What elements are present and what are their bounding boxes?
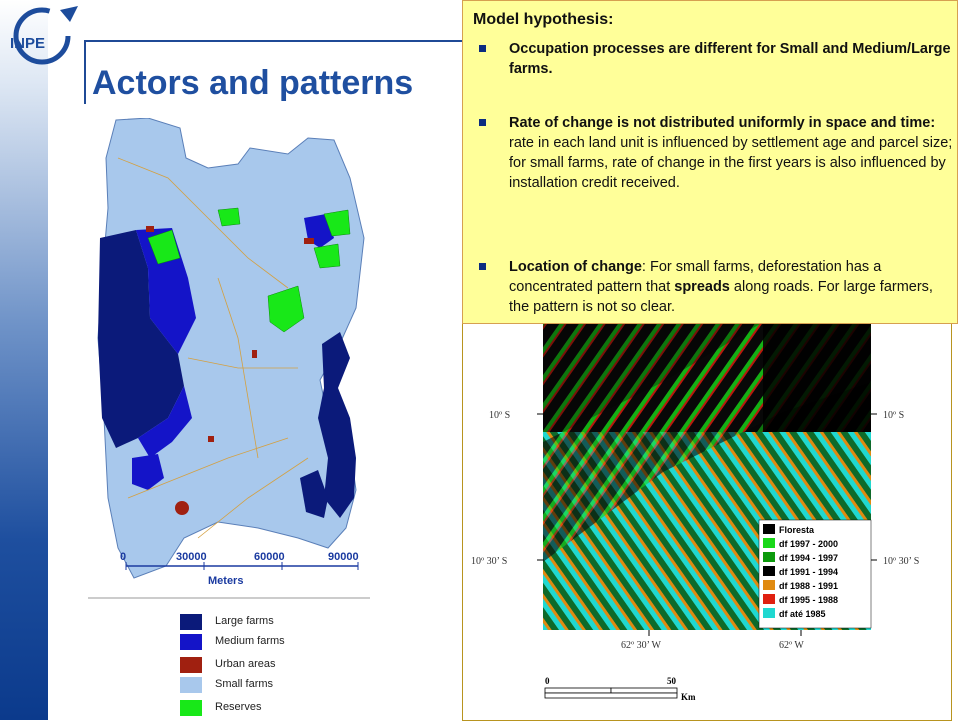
bullet-text-part: Rate of change is not distributed uniformly in space and time: (509, 115, 936, 131)
deforestation-legend (759, 520, 871, 628)
bullet-text-part: along roads. For large farmers, the pattern is not so clear. (509, 279, 933, 315)
def-legend-4: df 1988 - 1991 (779, 581, 839, 591)
def-legend-6: df até 1985 (779, 609, 826, 619)
lat-label-left-1030s: 10º 30’ S (471, 556, 508, 567)
bullet-text-part: Location of change (509, 259, 642, 275)
urban-1 (146, 226, 154, 232)
deforestation-map-frame (462, 322, 952, 721)
urban-5 (175, 501, 189, 515)
km-scale-bar (545, 676, 696, 702)
legend-item-small-farms (180, 675, 320, 695)
urban-4 (208, 436, 214, 442)
deforestation-map (463, 322, 951, 720)
legend-label: Large farms (215, 615, 274, 627)
bullet-square-icon (479, 119, 486, 126)
legend-item-reserves (180, 698, 320, 718)
lat-label-left-10s: 10º S (489, 410, 511, 421)
bullet-text (509, 257, 955, 317)
legend-label: Urban areas (215, 658, 276, 670)
legend-label: Reserves (215, 701, 262, 713)
logo-text: INPE (10, 35, 46, 52)
bullet-text-part: rate in each land unit is influenced by settlement age and parcel size; for small farms, rate of change in the first years is also influenced by installation credit received. (509, 135, 953, 191)
scale-tick-1: 30000 (176, 551, 207, 563)
def-legend-1: df 1997 - 2000 (779, 539, 839, 549)
slide-title: Actors and patterns (92, 64, 414, 102)
lon-label-62w: 62º W (779, 640, 804, 651)
land-use-map (88, 118, 370, 600)
model-hypothesis-box (462, 0, 958, 324)
lat-label-right-10s: 10º S (883, 410, 905, 421)
reserve-5 (218, 208, 240, 226)
urban-2 (304, 238, 314, 244)
legend-swatch-reserves (180, 700, 202, 716)
bullet-square-icon (479, 263, 486, 270)
legend-swatch-medium-farms (180, 634, 202, 650)
lat-label-right-1030s: 10º 30’ S (883, 556, 920, 567)
legend-swatch-large-farms (180, 614, 202, 630)
km-unit: Km (681, 692, 696, 702)
legend-swatch-small-farms (180, 677, 202, 693)
legend-swatch-urban-areas (180, 657, 202, 673)
urban-3 (252, 350, 257, 358)
bullet-text-part: Occupation processes are different for Small and Medium/Large farms. (509, 41, 951, 77)
scale-unit: Meters (208, 575, 244, 587)
def-legend-5: df 1995 - 1988 (779, 595, 839, 605)
sidebar-gradient (0, 0, 48, 720)
def-legend-0: Floresta (779, 525, 815, 535)
bullet-square-icon (479, 45, 486, 52)
legend-item-large-farms (180, 612, 320, 632)
lon-label-6230w: 62º 30’ W (621, 640, 661, 651)
bullet-text (509, 39, 955, 79)
title-rule-horizontal (86, 40, 476, 42)
scale-tick-3: 90000 (328, 551, 359, 563)
scale-tick-0: 0 (120, 551, 127, 563)
bullet-text-part: spreads (674, 279, 730, 295)
def-legend-3: df 1991 - 1994 (779, 567, 839, 577)
legend-item-medium-farms (180, 632, 320, 652)
legend-item-urban-areas (180, 655, 320, 675)
km-tick-50: 50 (667, 676, 676, 686)
km-tick-0: 0 (545, 676, 550, 686)
scale-tick-2: 60000 (254, 551, 285, 563)
inpe-logo (2, 4, 88, 70)
bullet-text-part: : For small farms, deforestation has a concentrated pattern that (509, 259, 882, 295)
def-legend-2: df 1994 - 1997 (779, 553, 839, 563)
hypothesis-title: Model hypothesis: (473, 11, 614, 28)
legend-label: Small farms (215, 678, 274, 690)
bullet-text (509, 113, 955, 193)
title-rule-vertical (84, 40, 86, 104)
legend-label: Medium farms (215, 635, 285, 647)
